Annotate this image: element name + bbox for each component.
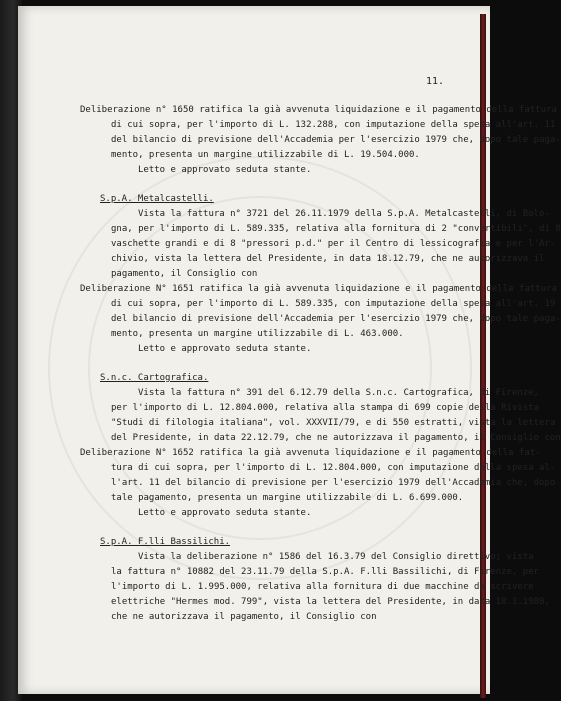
text-line: l'art. 11 del bilancio di previsione per l'esercizio 1979 dell'Accademia che, dopo (111, 478, 556, 488)
text-line: tale pagamento, presenta un margine utilizzabile di L. 6.699.000. (111, 493, 464, 503)
approval-note: Letto e approvato seduta stante. (138, 165, 312, 175)
approval-note: Letto e approvato seduta stante. (138, 508, 312, 518)
text-line: del Presidente, in data 22.12.79, che ne autorizzava il pagamento, il Consiglio con (111, 433, 561, 443)
text-line: Vista la deliberazione n° 1586 del 16.3.79 del Consiglio direttivo; vista (138, 552, 534, 562)
text-line: Vista la fattura n° 3721 del 26.11.1979 della S.p.A. Metalcastelli, di Bolo- (138, 209, 550, 219)
text-line: Deliberazione N° 1651 ratifica la già avvenuta liquidazione e il pagamento della fattura (80, 284, 557, 294)
text-line: di cui sopra, per l'importo di L. 589.335, con imputazione della spesa all'art. 19 (111, 299, 556, 309)
text-line: l'importo di L. 1.995.000, relativa alla fornitura di due macchine da scrivere (111, 582, 534, 592)
text-line: mento, presenta un margine utilizzabile di L. 463.000. (111, 329, 404, 339)
text-line: gna, per l'importo di L. 589.335, relativa alla fornitura di 2 "convertibili", di 8 (111, 224, 561, 234)
text-line: Deliberazione n° 1650 ratifica la già avvenuta liquidazione e il pagamento della fattura (80, 105, 557, 115)
section-heading: S.n.c. Cartografica. (100, 373, 209, 383)
section-heading: S.p.A. F.lli Bassilichi. (100, 537, 231, 547)
text-line: chivio, vista la lettera del Presidente, in data 18.12.79, che ne autorizzava il (111, 254, 545, 264)
text-line: elettriche "Hermes mod. 799", vista la lettera del Presidente, in data 18.1.1980, (111, 597, 550, 607)
text-line: per l'importo di L. 12.804.000, relativa alla stampa di 699 copie della Rivista (111, 403, 540, 413)
page-number: 11. (426, 76, 445, 87)
text-line: la fattura n° 10882 del 23.11.79 della S.p.A. F.lli Bassilichi, di Firenze, per (111, 567, 540, 577)
text-line: del bilancio di previsione dell'Accademia per l'esercizio 1979 che, dopo tale paga- (111, 135, 561, 145)
text-line: del bilancio di previsione dell'Accademia per l'esercizio 1979 che, dopo tale paga- (111, 314, 561, 324)
text-line: che ne autorizzava il pagamento, il Consiglio con (111, 612, 377, 622)
section-heading: S.p.A. Metalcastelli. (100, 194, 214, 204)
text-line: vaschette grandi e di 8 "pressori p.d." per il Centro di lessicografia e per l'Ar- (111, 239, 556, 249)
document-page (18, 6, 561, 694)
text-line: mento, presenta un margine utilizzabile di L. 19.504.000. (111, 150, 420, 160)
text-line: "Studi di filologia italiana", vol. XXXVII/79, e di 550 estratti, vista la lettera (111, 418, 556, 428)
text-line: pagamento, il Consiglio con (111, 269, 258, 279)
document-body (18, 6, 561, 694)
approval-note: Letto e approvato seduta stante. (138, 344, 312, 354)
text-line: tura di cui sopra, per l'importo di L. 12.804.000, con imputazione della spesa al- (111, 463, 556, 473)
text-line: Vista la fattura n° 391 del 6.12.79 della S.n.c. Cartografica, di Firenze, (138, 388, 539, 398)
text-line: di cui sopra, per l'importo di L. 132.288, con imputazione della spesa all'art. 11 (111, 120, 556, 130)
text-line: Deliberazione N° 1652 ratifica la già avvenuta liquidazione e il pagamento della fat- (80, 448, 541, 458)
